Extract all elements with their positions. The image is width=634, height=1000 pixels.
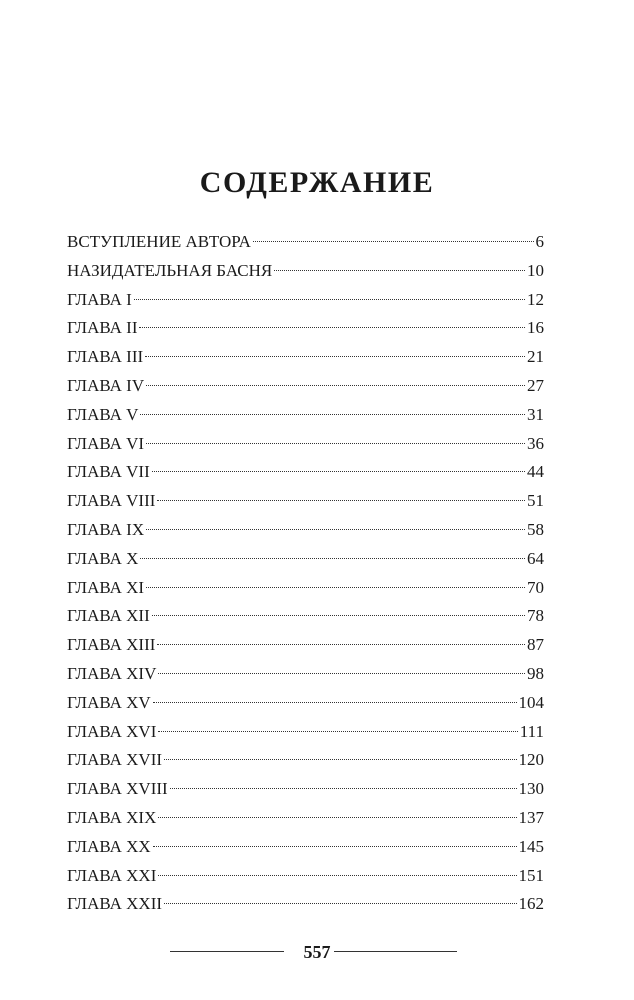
toc-dot-leader: [158, 731, 517, 732]
toc-entry-label: НАЗИДАТЕЛЬНАЯ БАСНЯ: [67, 260, 273, 280]
toc-dot-leader: [146, 385, 525, 386]
toc-dot-leader: [157, 500, 525, 501]
toc-entry-page: 27: [527, 375, 544, 395]
toc-entry: [67, 257, 544, 286]
toc-entry-label: ГЛАВА XVII: [67, 750, 163, 770]
toc-entry: [67, 890, 544, 919]
toc-entry-page: 16: [527, 318, 544, 338]
toc-dot-leader: [253, 241, 534, 242]
toc-entry-page: 70: [527, 577, 544, 597]
toc-entry-label: ГЛАВА VII: [67, 462, 150, 482]
toc-entry-page: 10: [527, 260, 544, 280]
toc-entry-page: 87: [527, 635, 544, 655]
toc-entry-label: ГЛАВА XXI: [67, 865, 157, 885]
toc-entry-label: ГЛАВА XX: [67, 836, 151, 856]
toc-dot-leader: [146, 529, 525, 530]
toc-entry-label: ГЛАВА XIV: [67, 663, 157, 683]
toc-entry-page: 12: [527, 289, 544, 309]
toc-dot-leader: [152, 471, 525, 472]
toc-dot-leader: [170, 788, 517, 789]
toc-entry: [67, 574, 544, 603]
footer-rule-right: [334, 951, 457, 952]
toc-entry-label: ГЛАВА VIII: [67, 491, 156, 511]
toc-dot-leader: [153, 846, 517, 847]
toc-dot-leader: [164, 759, 516, 760]
toc-entry-label: ВСТУПЛЕНИЕ АВТОРА: [67, 232, 251, 251]
toc-entry: [67, 314, 544, 343]
toc-entry: [67, 862, 544, 891]
toc-entry-label: ГЛАВА XXII: [67, 894, 163, 914]
toc-entry: [67, 833, 544, 862]
toc-entry-page: 151: [518, 865, 544, 885]
toc-entry-page: 98: [527, 663, 544, 683]
toc-entry-page: 78: [527, 606, 544, 626]
page-footer: [0, 940, 634, 964]
toc-dot-leader: [274, 270, 525, 271]
toc-entry-page: 130: [518, 779, 544, 799]
toc-entry-page: 64: [527, 548, 544, 568]
table-of-contents: [67, 228, 544, 919]
toc-entry: [67, 430, 544, 459]
page-title: СОДЕРЖАНИЕ: [199, 166, 435, 199]
toc-dot-leader: [139, 327, 525, 328]
toc-entry: [67, 631, 544, 660]
toc-entry: [67, 401, 544, 430]
toc-entry: [67, 545, 544, 574]
toc-entry-page: 31: [527, 404, 544, 424]
toc-dot-leader: [140, 414, 525, 415]
toc-dot-leader: [134, 299, 525, 300]
toc-dot-leader: [140, 558, 525, 559]
toc-entry-page: 44: [527, 462, 544, 482]
toc-entry: [67, 343, 544, 372]
toc-entry: [67, 228, 544, 257]
toc-entry-label: ГЛАВА X: [67, 548, 139, 568]
toc-entry-label: ГЛАВА XII: [67, 606, 150, 626]
toc-dot-leader: [152, 615, 525, 616]
toc-entry: [67, 689, 544, 718]
toc-entry-label: ГЛАВА XI: [67, 577, 145, 597]
toc-entry: [67, 286, 544, 315]
toc-entry-page: 162: [518, 894, 544, 914]
toc-entry-label: ГЛАВА IX: [67, 519, 145, 539]
toc-entry-label: ГЛАВА IV: [67, 375, 145, 395]
toc-entry-label: ГЛАВА XVIII: [67, 779, 168, 799]
toc-entry-page: 104: [518, 692, 544, 712]
toc-entry: [67, 660, 544, 689]
toc-entry-label: ГЛАВА XV: [67, 692, 151, 712]
toc-entry-label: ГЛАВА XVI: [67, 721, 157, 741]
toc-entry-label: ГЛАВА XIII: [67, 635, 156, 655]
toc-entry-page: 21: [527, 347, 544, 367]
toc-entry: [67, 458, 544, 487]
toc-entry-label: ГЛАВА III: [67, 347, 144, 367]
toc-entry: [67, 718, 544, 747]
toc-entry-page: 137: [518, 807, 544, 827]
toc-dot-leader: [158, 673, 525, 674]
toc-entry: [67, 602, 544, 631]
toc-entry-page: 58: [527, 519, 544, 539]
toc-dot-leader: [157, 644, 525, 645]
toc-entry-label: ГЛАВА I: [67, 289, 132, 309]
toc-dot-leader: [145, 356, 525, 357]
toc-entry-label: ГЛАВА II: [67, 318, 138, 338]
toc-entry: [67, 775, 544, 804]
toc-entry: [67, 516, 544, 545]
toc-entry-page: 120: [518, 750, 544, 770]
toc-dot-leader: [158, 875, 516, 876]
toc-dot-leader: [164, 903, 516, 904]
toc-entry-page: 51: [527, 491, 544, 511]
toc-entry-page: 6: [535, 232, 544, 251]
toc-entry-page: 145: [518, 836, 544, 856]
toc-dot-leader: [146, 587, 525, 588]
page-number: 557: [303, 942, 331, 962]
toc-entry-page: 36: [527, 433, 544, 453]
toc-dot-leader: [158, 817, 516, 818]
toc-entry: [67, 804, 544, 833]
toc-dot-leader: [146, 443, 525, 444]
toc-entry-label: ГЛАВА VI: [67, 433, 145, 453]
toc-entry-label: ГЛАВА V: [67, 404, 139, 424]
toc-entry-page: 111: [519, 721, 544, 741]
toc-entry-label: ГЛАВА XIX: [67, 807, 157, 827]
toc-entry: [67, 372, 544, 401]
toc-dot-leader: [153, 702, 517, 703]
toc-entry: [67, 746, 544, 775]
toc-entry: [67, 487, 544, 516]
